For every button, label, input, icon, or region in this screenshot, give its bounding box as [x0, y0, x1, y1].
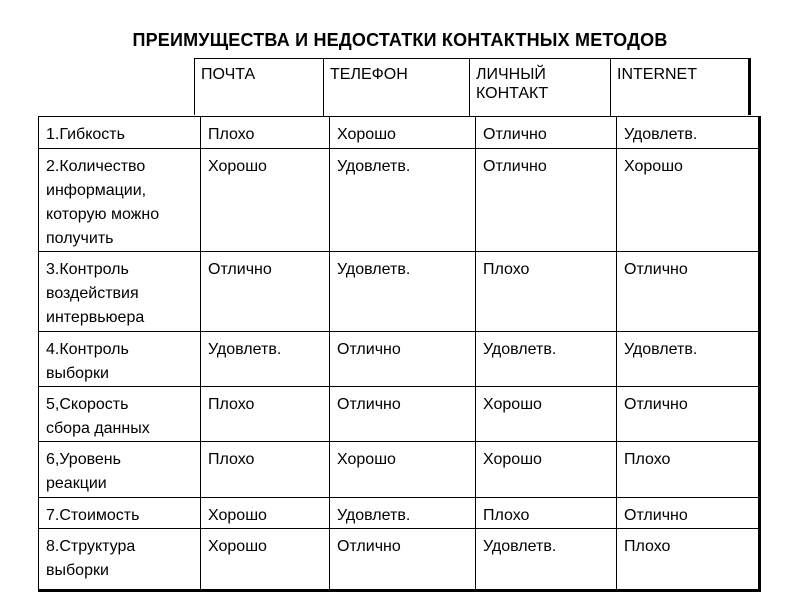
- row-label: 4.Контроль выборки: [46, 341, 129, 382]
- table-cell: Удовлетв.: [475, 332, 616, 386]
- table-cell: Отлично: [329, 529, 475, 589]
- table-cell: Хорошо: [200, 498, 329, 528]
- column-header-mail: ПОЧТА: [201, 66, 256, 83]
- table-cell: Плохо: [200, 442, 329, 497]
- page-title: ПРЕИМУЩЕСТВА И НЕДОСТАТКИ КОНТАКТНЫХ МЕТОДОВ: [132, 30, 668, 50]
- table-cell: Отлично: [475, 149, 616, 251]
- table-cell: Отлично: [475, 117, 616, 148]
- table-row: [39, 117, 758, 148]
- table-row: [39, 148, 758, 251]
- table-cell: Удовлетв.: [475, 529, 616, 589]
- table-cell: Хорошо: [616, 149, 759, 251]
- table-cell: Отлично: [329, 387, 475, 441]
- table-cell: Хорошо: [475, 442, 616, 497]
- table-row: [39, 386, 758, 441]
- table-cell: Хорошо: [200, 149, 329, 251]
- column-header-row: [194, 58, 751, 115]
- column-header-internet: INTERNET: [617, 66, 697, 83]
- row-label: 2.Количество информации, которую можно получить: [46, 158, 160, 247]
- table-cell: Отлично: [616, 252, 759, 331]
- table-row: [39, 251, 758, 331]
- table-cell: Хорошо: [329, 117, 475, 148]
- table-cell: Отлично: [200, 252, 329, 331]
- table-row: [39, 528, 758, 589]
- table-cell: Хорошо: [329, 442, 475, 497]
- table-cell: Плохо: [616, 442, 759, 497]
- table-cell: Удовлетв.: [329, 252, 475, 331]
- comparison-table: [38, 116, 761, 592]
- table-cell: Удовлетв.: [616, 332, 759, 386]
- table-row: [39, 497, 758, 528]
- table-cell: Удовлетв.: [616, 117, 759, 148]
- table-cell: Плохо: [475, 252, 616, 331]
- row-label: 8.Структура выборки: [46, 538, 136, 579]
- row-label: 1.Гибкость: [46, 126, 125, 143]
- table-cell: Удовлетв.: [329, 498, 475, 528]
- table-cell: Плохо: [200, 387, 329, 441]
- row-label: 3.Контроль воздействия интервьюера: [46, 261, 145, 326]
- row-label: 7.Стоимость: [46, 507, 140, 524]
- column-header-phone: ТЕЛЕФОН: [330, 66, 408, 83]
- table-cell: Отлично: [329, 332, 475, 386]
- row-label: 6,Уровень реакции: [46, 451, 121, 492]
- table-cell: Хорошо: [475, 387, 616, 441]
- table-cell: Отлично: [616, 498, 759, 528]
- table-cell: Плохо: [616, 529, 759, 589]
- table-cell: Удовлетв.: [200, 332, 329, 386]
- table-cell: Удовлетв.: [329, 149, 475, 251]
- row-label: 5,Скорость сбора данных: [46, 396, 150, 437]
- table-row: [39, 331, 758, 386]
- table-cell: Плохо: [475, 498, 616, 528]
- column-header-personal-contact: ЛИЧНЫЙ КОНТАКТ: [476, 66, 549, 102]
- table-cell: Отлично: [616, 387, 759, 441]
- table-cell: Плохо: [200, 117, 329, 148]
- table-row: [39, 441, 758, 497]
- table-cell: Хорошо: [200, 529, 329, 589]
